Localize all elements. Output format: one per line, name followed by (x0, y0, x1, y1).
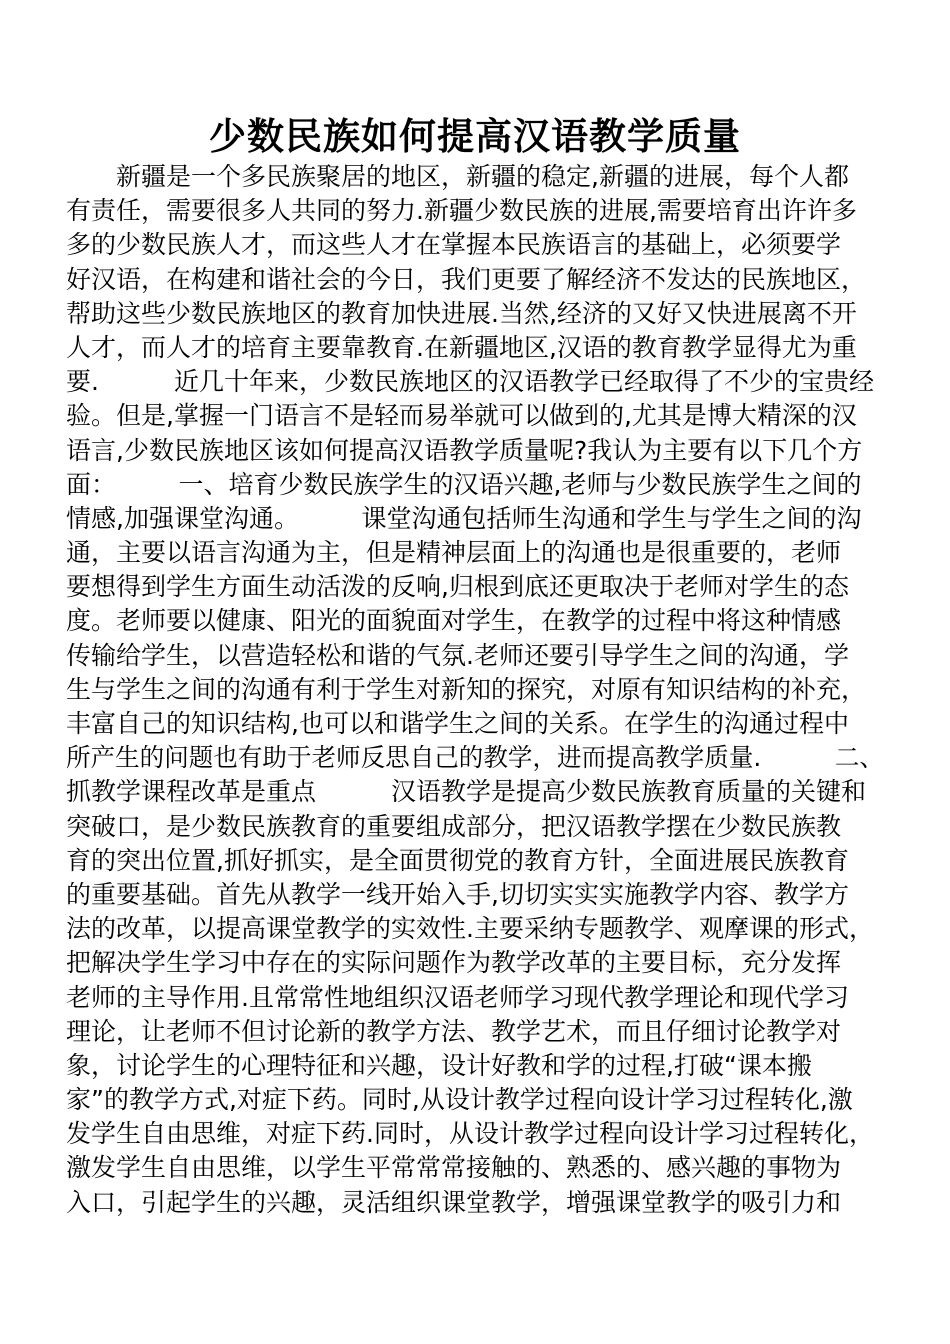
document-body (66, 160, 884, 1220)
body-line: 人才，而人才的培育主要靠教育.在新疆地区,汉语的教育教学显得尤为重 (66, 332, 857, 362)
body-line: 帮助这些少数民族地区的教育加快进展.当然,经济的又好又快进展离不开 (66, 298, 857, 328)
body-line: 法的改革，以提高课堂教学的实效性.主要采纳专题教学、观摩课的形式， (66, 914, 874, 944)
body-line: 多的少数民族人才，而这些人才在掌握本民族语言的基础上，必须要学 (66, 230, 842, 260)
body-line: 通，主要以语言沟通为主，但是精神层面上的沟通也是很重要的，老师 (66, 538, 842, 568)
body-line: 面： 一、培育少数民族学生的汉语兴趣,老师与少数民族学生之间的 (66, 469, 862, 499)
body-line: 把解决学生学习中存在的实际问题作为教学改革的主要目标，充分发挥 (66, 948, 842, 978)
body-line: 激发学生自由思维，以学生平常常常接触的、熟悉的、感兴趣的事物为 (66, 1153, 842, 1183)
body-line: 象，讨论学生的心理特征和兴趣，设计好教和学的过程,打破“课本搬 (66, 1050, 812, 1080)
body-line: 好汉语，在构建和谐社会的今日，我们更要了解经济不发达的民族地区， (66, 264, 867, 294)
body-line: 老师的主导作用.且常常性地组织汉语老师学习现代教学理论和现代学习 (66, 982, 849, 1012)
body-line: 有责任，需要很多人共同的努力.新疆少数民族的进展,需要培育出许许多 (66, 196, 857, 226)
body-line: 所产生的问题也有助于老师反思自己的教学，进而提高教学质量. 二、 (66, 743, 884, 773)
body-line: 家”的教学方式,对症下药。同时,从设计教学过程向设计学习过程转化,激 (66, 1085, 853, 1115)
body-line: 情感,加强课堂沟通。 课堂沟通包括师生沟通和学生与学生之间的沟 (66, 503, 862, 533)
body-line: 发学生自由思维，对症下药.同时，从设计教学过程向设计学习过程转化， (66, 1119, 874, 1149)
body-line: 要. 近几十年来，少数民族地区的汉语教学已经取得了不少的宝贵经 (66, 367, 874, 397)
body-line: 理论，让老师不但讨论新的教学方法、教学艺术，而且仔细讨论教学对 (66, 1016, 842, 1046)
body-line: 的重要基础。首先从教学一线开始入手,切切实实实施教学内容、教学方 (66, 879, 849, 909)
body-line: 育的突出位置,抓好抓实，是全面贯彻党的教育方针，全面进展民族教育 (66, 845, 849, 875)
document-title: 少数民族如何提高汉语教学质量 (209, 114, 741, 158)
body-line: 丰富自己的知识结构,也可以和谐学生之间的关系。在学生的沟通过程中 (66, 709, 849, 738)
body-line: 语言,少数民族地区该如何提高汉语教学质量呢?我认为主要有以下几个方 (66, 435, 863, 465)
body-line: 度。老师要以健康、阳光的面貌面对学生，在教学的过程中将这种情感 (66, 606, 842, 636)
body-line: 验。但是,掌握一门语言不是轻而易举就可以做到的,尤其是博大精深的汉 (66, 401, 857, 431)
body-line: 生与学生之间的沟通有利于学生对新知的探究，对原有知识结构的补充， (66, 674, 867, 704)
body-line: 入口，引起学生的兴趣，灵活组织课堂教学，增强课堂教学的吸引力和 (66, 1187, 842, 1217)
body-line: 要想得到学生方面生动活泼的反响,归根到底还更取决于老师对学生的态 (66, 572, 849, 602)
body-line: 传输给学生，以营造轻松和谐的气氛.老师还要引导学生之间的沟通，学 (66, 640, 849, 670)
body-line: 新疆是一个多民族聚居的地区，新疆的稳定,新疆的进展，每个人都 (66, 162, 849, 191)
body-line: 抓教学课程改革是重点 汉语教学是提高少数民族教育质量的关键和 (66, 777, 867, 807)
body-line: 突破口，是少数民族教育的重要组成部分，把汉语教学摆在少数民族教 (66, 811, 842, 841)
